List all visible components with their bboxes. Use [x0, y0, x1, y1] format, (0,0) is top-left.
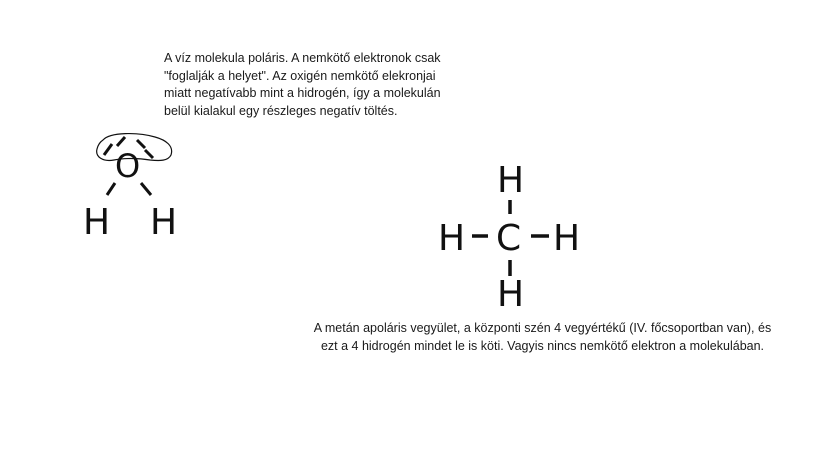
- water-oxygen-atom: O: [115, 147, 141, 185]
- water-polarity-note: A víz molekula poláris. A nemkötő elektronok csak "foglalják a helyet". Az oxigén nemkötő elekronjai miatt negatívabb mint a hidrogén, így a molekulán belül kialakul egy részleges negatív töltés.: [164, 51, 441, 118]
- methane-carbon-atom: C: [496, 218, 522, 259]
- methane-hydrogen-left: H: [438, 218, 466, 259]
- methane-polarity-note: A metán apoláris vegyület, a központi szén 4 vegyértékű (IV. főcsoportban van), és ezt a 4 hidrogén mindet le is köti. Vagyis nincs nemkötő elektron a molekulában.: [313, 321, 772, 353]
- water-hydrogen-right: H: [150, 202, 178, 243]
- water-lone-pair-2: [117, 137, 125, 146]
- water-lone-pair-1: [104, 144, 112, 155]
- water-bond-left: [107, 183, 115, 195]
- water-lone-pair-4: [145, 150, 153, 158]
- water-bond-right: [141, 183, 151, 195]
- methane-hydrogen-top: H: [497, 160, 525, 201]
- water-hydrogen-left: H: [83, 202, 111, 243]
- methane-hydrogen-right: H: [553, 218, 581, 259]
- methane-hydrogen-bottom: H: [497, 274, 525, 315]
